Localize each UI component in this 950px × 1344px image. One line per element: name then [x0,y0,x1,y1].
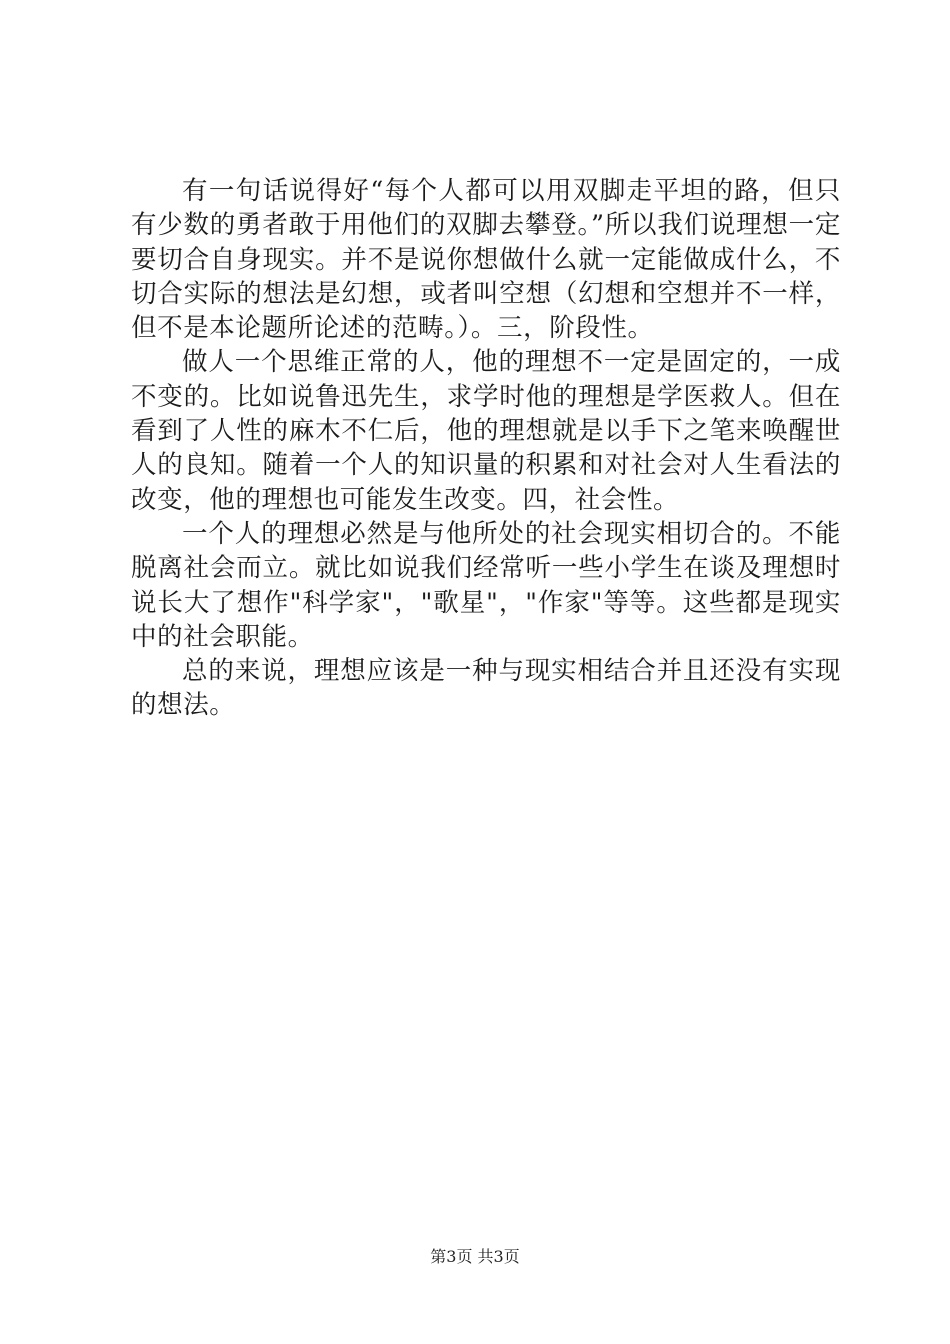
document-body [131,174,841,723]
paragraph-2: 做人一个思维正常的人，他的理想不一定是固定的，一成不变的。比如说鲁迅先生，求学时他的理想是学医救人。但在看到了人性的麻木不仁后，他的理想就是以手下之笔来唤醒世人的良知。随着一个人的知识量的积累和对社会对人生看法的改变，他的理想也可能发生改变。四，社会性。 [131,347,841,515]
paragraph-1: 有一句话说得好“每个人都可以用双脚走平坦的路，但只有少数的勇者敢于用他们的双脚去攀登。”所以我们说理想一定要切合自身现实。并不是说你想做什么就一定能做成什么，不切合实际的想法是幻想，或者叫空想（幻想和空想并不一样，但不是本论题所论述的范畴。）。三，阶段性。 [131,176,841,344]
paragraph-4: 总的来说，理想应该是一种与现实相结合并且还没有实现的想法。 [131,656,841,721]
page-number-footer: 第3页 共3页 [430,1247,520,1266]
paragraph-3: 一个人的理想必然是与他所处的社会现实相切合的。不能脱离社会而立。就比如说我们经常听一些小学生在谈及理想时说长大了想作"科学家"，"歌星"，"作家"等等。这些都是现实中的社会职能。 [131,518,841,652]
